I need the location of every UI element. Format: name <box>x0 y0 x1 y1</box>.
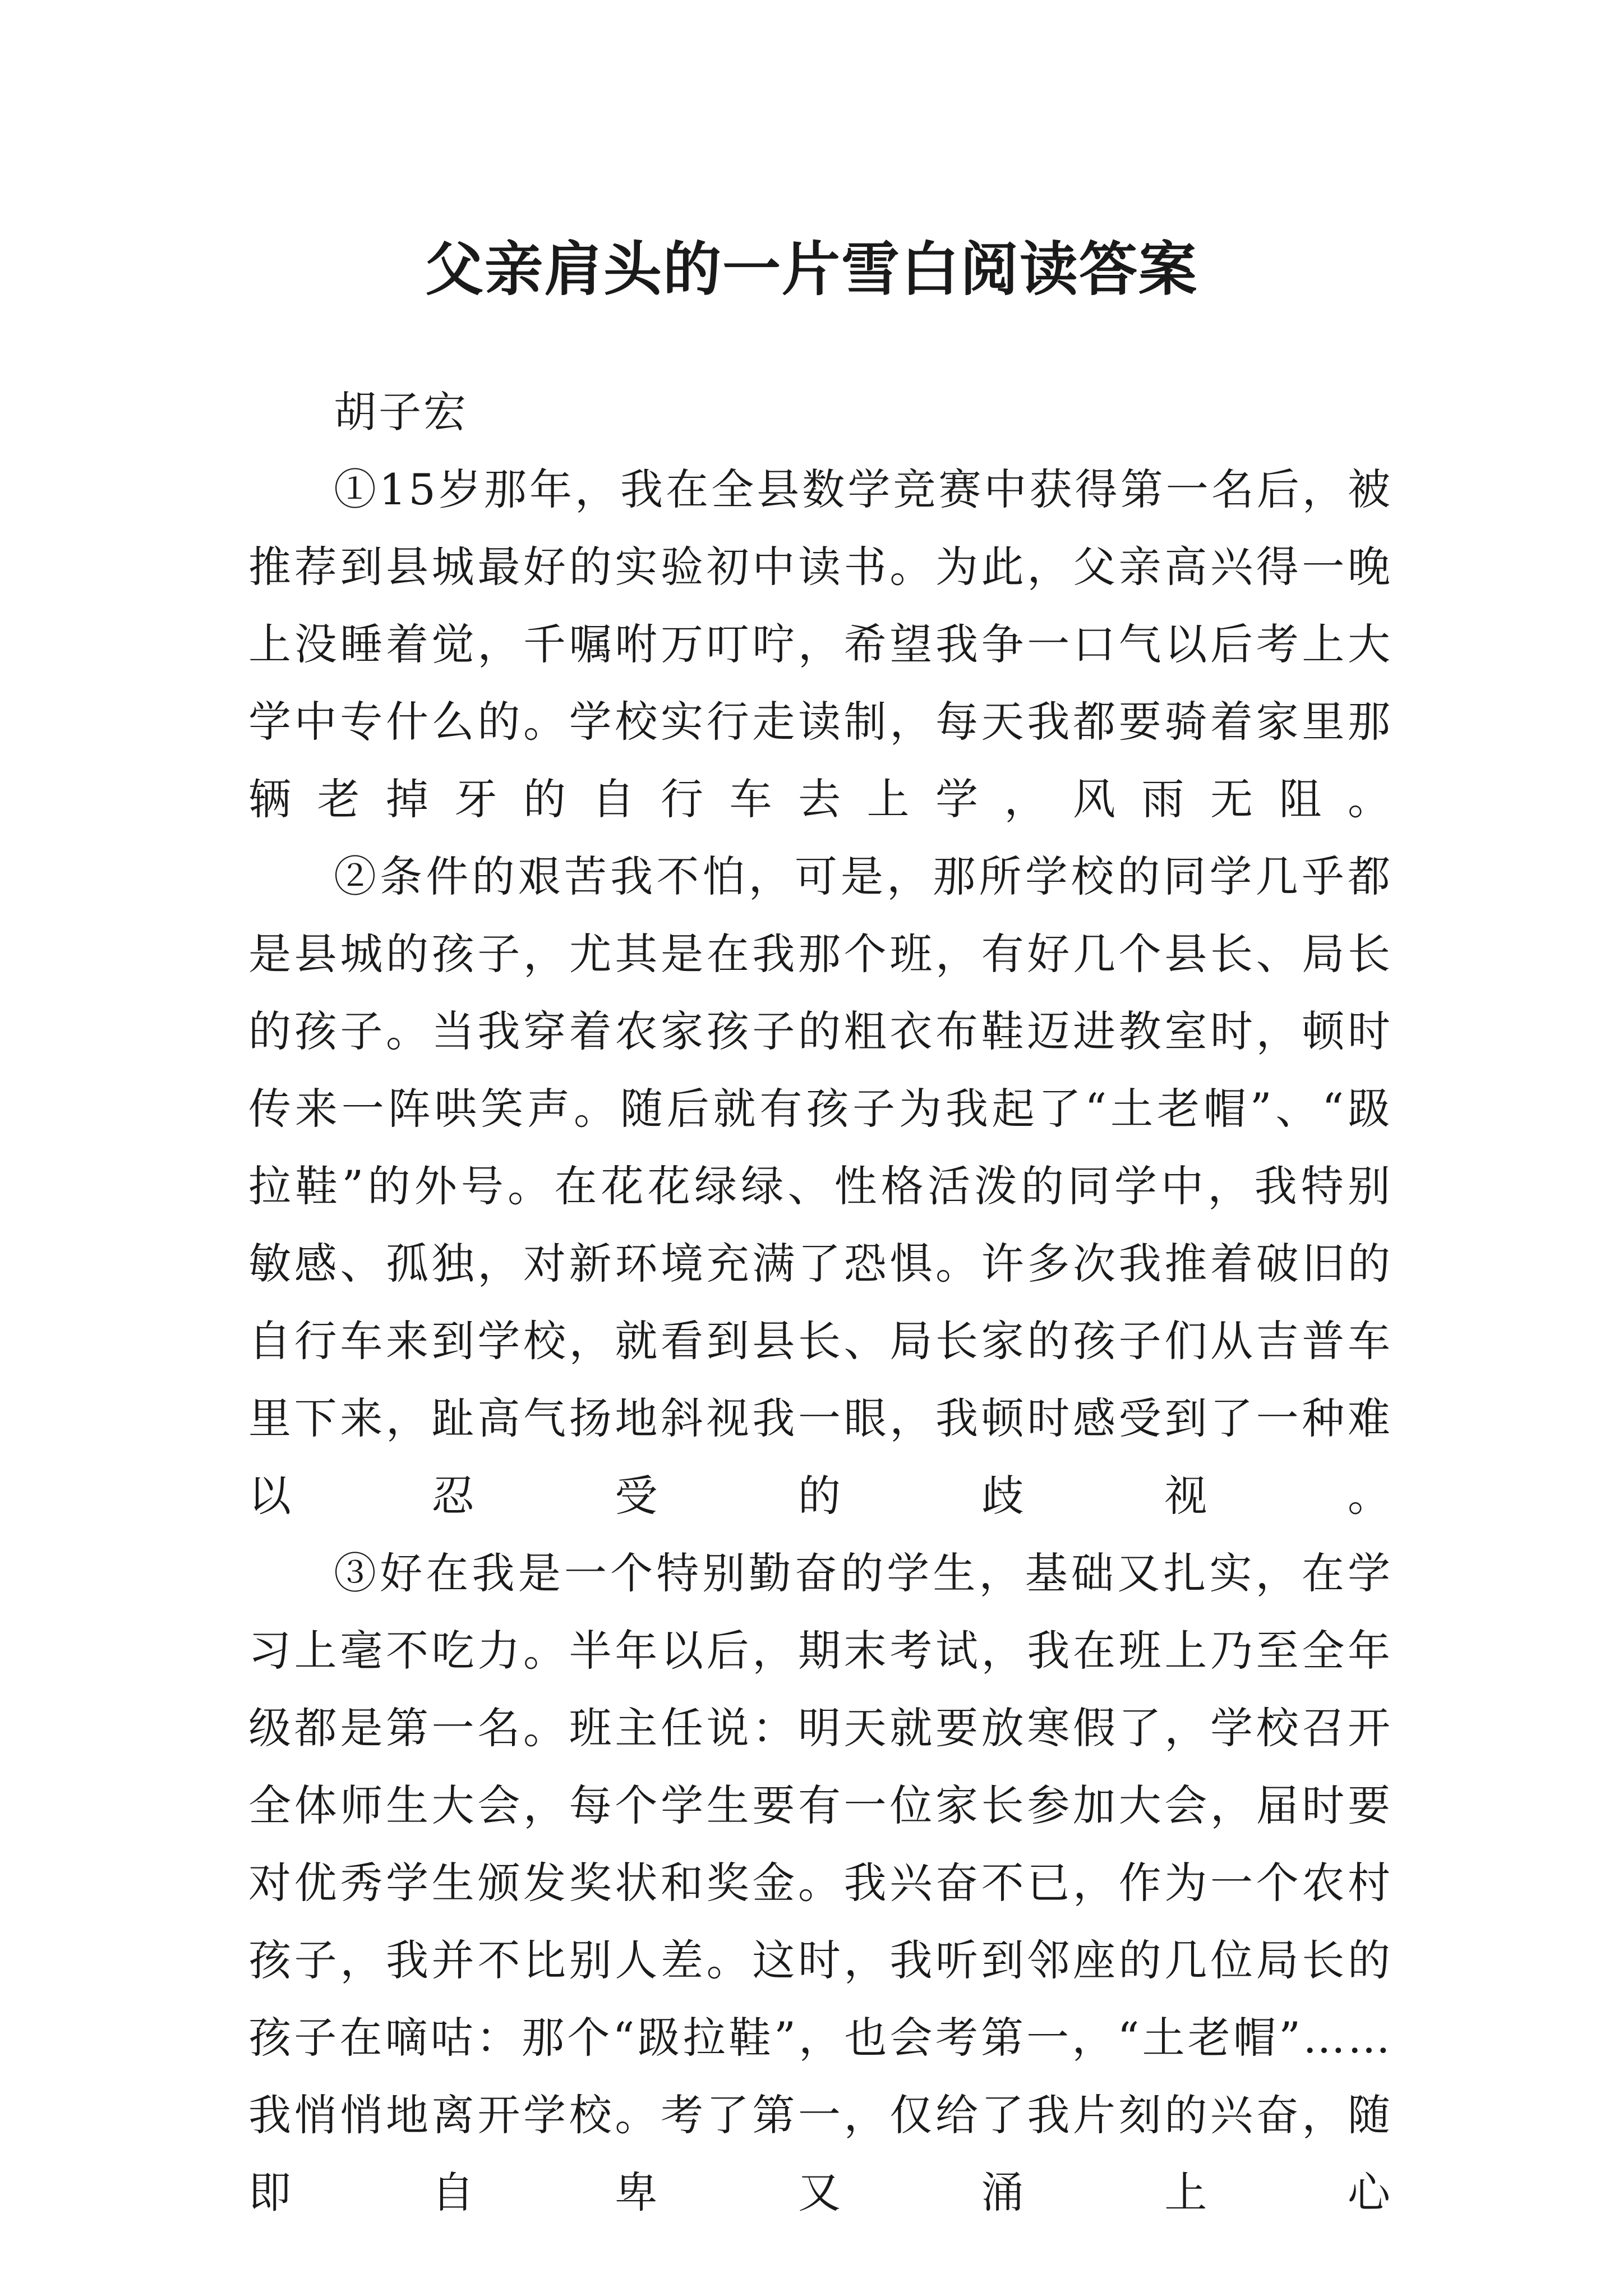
paragraph-1: ①15岁那年，我在全县数学竞赛中获得第一名后，被推荐到县城最好的实验初中读书。为此，父亲高兴得一晚上没睡着觉，千嘱咐万叮咛，希望我争一口气以后考上大学中专什么的。学校实行走读制，每天我都要骑着家里那辆老掉牙的自行车去上学，风雨无阻。 <box>248 464 1393 824</box>
paragraph-2: ②条件的艰苦我不怕，可是，那所学校的同学几乎都是县城的孩子，尤其是在我那个班，有好几个县长、局长的孩子。当我穿着农家孩子的粗衣布鞋迈进教室时，顿时传来一阵哄笑声。随后就有孩子为我起了“土老帽”、“趿拉鞋”的外号。在花花绿绿、性格活泼的同学中，我特别敏感、孤独，对新环境充满了恐惧。许多次我推着破旧的自行车来到学校，就看到县长、局长家的孩子们从吉普车里下来，趾高气扬地斜视我一眼，我顿时感受到了一种难以忍受的歧视。 <box>248 852 1393 1521</box>
author-name: 胡子宏 <box>334 387 468 437</box>
document-body <box>248 374 1393 2231</box>
document-title: 父亲肩头的一片雪白阅读答案 <box>425 234 1198 303</box>
paragraph-3: ③好在我是一个特别勤奋的学生，基础又扎实，在学习上毫不吃力。半年以后，期末考试，我在班上乃至全年级都是第一名。班主任说：明天就要放寒假了，学校召开全体师生大会，每个学生要有一位家长参加大会，届时要对优秀学生颁发奖状和奖金。我兴奋不已，作为一个农村孩子，我并不比别人差。这时，我听到邻座的几位局长的孩子在嘀咕：那个“趿拉鞋”，也会考第一，“土老帽”……我悄悄地离开学校。考了第一，仅给了我片刻的兴奋，随即自卑又涌上心 <box>248 1548 1393 2217</box>
